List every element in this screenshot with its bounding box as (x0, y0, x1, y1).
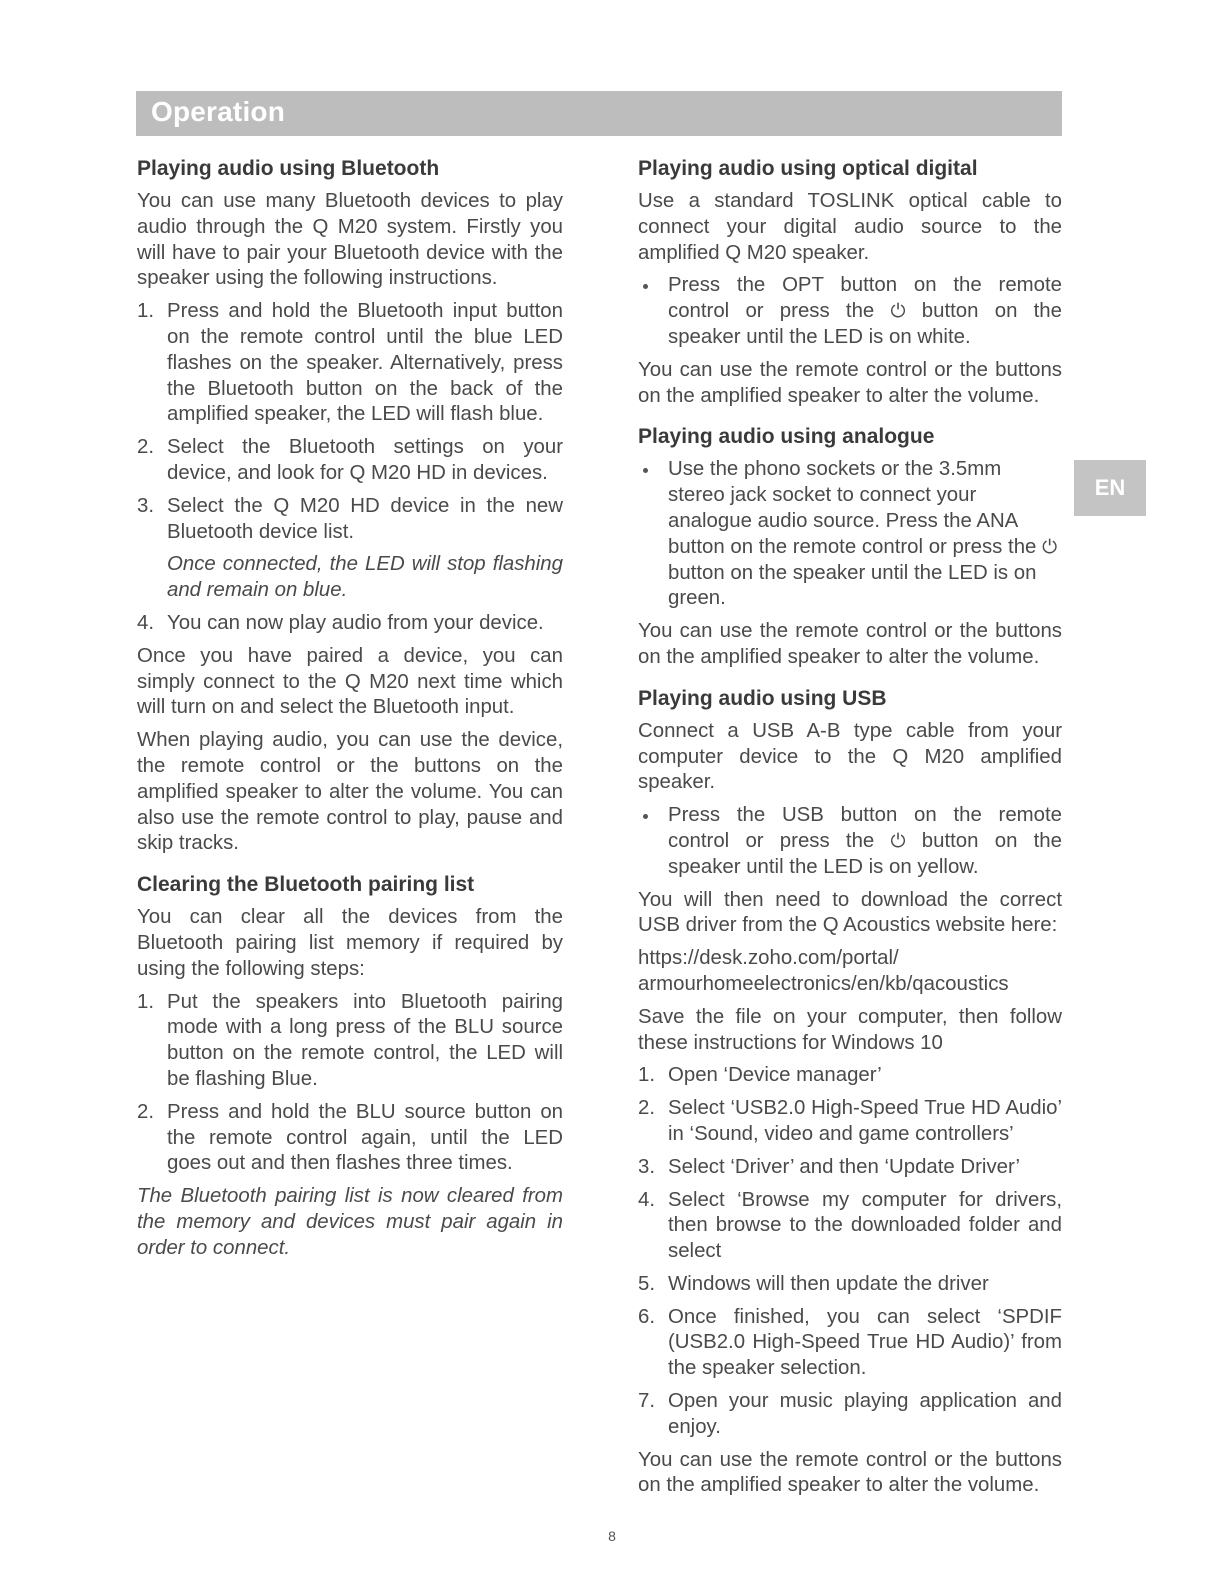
page-number: 8 (608, 1528, 616, 1544)
power-icon: ⏻ (890, 300, 906, 323)
list-text: Open ‘Device manager’ (668, 1064, 882, 1087)
clear-pairing-note: The Bluetooth pairing list is now cleared from the memory and devices must pair again in order to connect. (137, 1185, 563, 1259)
list-number: 2. (137, 436, 155, 459)
right-column (638, 155, 1062, 1513)
list-number: 4. (638, 1188, 656, 1211)
list-text: Once finished, you can select ‘SPDIF (USB2.0 High-Speed True HD Audio)’ from the speaker selection. (668, 1305, 1062, 1380)
list-item (638, 273, 1062, 350)
list-number: 4. (137, 611, 155, 634)
bluetooth-section (137, 155, 563, 857)
usb-driver-text: You will then need to download the correct USB driver from the Q Acoustics website here: (638, 888, 1062, 937)
list-item (137, 1100, 563, 1177)
list-text: Select the Bluetooth settings on your device, and look for Q M20 HD in devices. (167, 436, 563, 484)
list-text: Press and hold the Bluetooth input button on the remote control until the blue LED flashes on the speaker. Alternatively, press the Bluetooth button on the back of the amplified speaker, the LED will flash blue. (167, 300, 563, 426)
list-item (137, 990, 563, 1093)
power-icon: ⏻ (890, 829, 906, 852)
driver-url[interactable]: https://desk.zoho.com/portal/ armourhomeelectronics/en/kb/qacoustics (638, 947, 1009, 995)
optical-volume-text: You can use the remote control or the buttons on the amplified speaker to alter the volume. (638, 358, 1062, 407)
section-banner (136, 91, 1062, 136)
usb-intro: Connect a USB A-B type cable from your computer device to the Q M20 amplified speaker. (638, 719, 1062, 794)
list-item (137, 435, 563, 487)
list-text: Select ‘USB2.0 High-Speed True HD Audio’ in ‘Sound, video and game controllers’ (668, 1097, 1062, 1145)
power-icon: ⏻ (1042, 535, 1058, 558)
list-number: 3. (137, 494, 155, 517)
list-number: 5. (638, 1272, 656, 1295)
bullet-icon (643, 814, 648, 819)
list-item (137, 299, 563, 428)
analogue-volume-text: You can use the remote control or the buttons on the amplified speaker to alter the volume. (638, 620, 1062, 668)
usb-section (638, 685, 1062, 1500)
list-item (638, 457, 1062, 612)
list-number: 3. (638, 1155, 656, 1178)
note-text: Once connected, the LED will stop flashing and remain on blue. (167, 553, 563, 602)
list-text: You can now play audio from your device. (167, 611, 544, 634)
bluetooth-intro: You can use many Bluetooth devices to play audio through the Q M20 system. Firstly you will have to pair your Bluetooth device with the speaker using the following instructions. (137, 190, 563, 290)
analogue-section (638, 423, 1062, 670)
list-item (137, 494, 563, 546)
list-item (638, 1155, 1062, 1181)
list-item (638, 1272, 1062, 1298)
list-text: Press the OPT button on the remote control or press the ⏻ button on the speaker until the LED is on white. (668, 274, 1062, 348)
usb-volume-text: You can use the remote control or the buttons on the amplified speaker to alter the volume. (638, 1448, 1062, 1497)
usb-heading: Playing audio using USB (638, 686, 887, 710)
bluetooth-heading: Playing audio using Bluetooth (137, 157, 440, 180)
list-text: Select the Q M20 HD device in the new Bluetooth device list. (167, 494, 563, 543)
bluetooth-reconnect-text: Once you have paired a device, you can simply connect to the Q M20 next time which will turn on and select the Bluetooth input. (137, 644, 563, 719)
list-item (638, 1389, 1062, 1441)
list-number: 1. (638, 1064, 656, 1087)
clear-pairing-heading: Clearing the Bluetooth pairing list (137, 873, 475, 897)
list-text: Use the phono sockets or the 3.5mm stereo jack socket to connect your analogue audio source. Press the ANA button on the remote control or press the ⏻ button on the speaker until the LED is on green. (668, 458, 1058, 610)
language-tab: EN (1074, 460, 1146, 516)
list-item (638, 1096, 1062, 1148)
usb-windows-text: Save the file on your computer, then follow these instructions for Windows 10 (638, 1005, 1062, 1054)
list-text: Press the USB button on the remote control or press the ⏻ button on the speaker until the LED is on yellow. (668, 804, 1062, 878)
list-number: 2. (638, 1097, 656, 1120)
optical-section (638, 155, 1062, 409)
list-number: 1. (137, 300, 155, 323)
list-number: 1. (137, 990, 155, 1013)
optical-heading: Playing audio using optical digital (638, 157, 978, 180)
left-column (137, 155, 563, 1275)
bluetooth-volume-text: When playing audio, you can use the device, the remote control or the buttons on the amplified speaker to alter the volume. You can also use the remote control to play, pause and skip tracks. (137, 729, 563, 855)
list-text: Press and hold the BLU source button on the remote control again, until the LED goes out and then flashes three times. (167, 1100, 563, 1175)
optical-intro: Use a standard TOSLINK optical cable to connect your digital audio source to the amplified Q M20 speaker. (638, 190, 1062, 264)
list-item (638, 1188, 1062, 1265)
bullet-icon (643, 468, 648, 473)
bullet-icon (643, 284, 648, 289)
list-text: Select ‘Driver’ and then ‘Update Driver’ (668, 1155, 1021, 1178)
clear-pairing-section (137, 871, 563, 1261)
list-text: Open your music playing application and enjoy. (668, 1390, 1062, 1438)
list-item (638, 1063, 1062, 1089)
list-number: 2. (137, 1100, 155, 1123)
list-number: 6. (638, 1305, 656, 1328)
page-title: Operation (151, 96, 286, 127)
list-item (638, 1305, 1062, 1382)
list-text: Select ‘Browse my computer for drivers, then browse to the downloaded folder and select (668, 1188, 1062, 1263)
clear-pairing-intro: You can clear all the devices from the Bluetooth pairing list memory if required by using the following steps: (137, 906, 563, 980)
list-text: Windows will then update the driver (668, 1272, 989, 1295)
list-number: 7. (638, 1390, 656, 1413)
list-item (638, 803, 1062, 880)
list-text: Put the speakers into Bluetooth pairing mode with a long press of the BLU source button on the remote control, the LED will be flashing Blue. (167, 990, 563, 1090)
bluetooth-note (137, 552, 563, 604)
list-item (137, 611, 563, 637)
analogue-heading: Playing audio using analogue (638, 425, 935, 449)
